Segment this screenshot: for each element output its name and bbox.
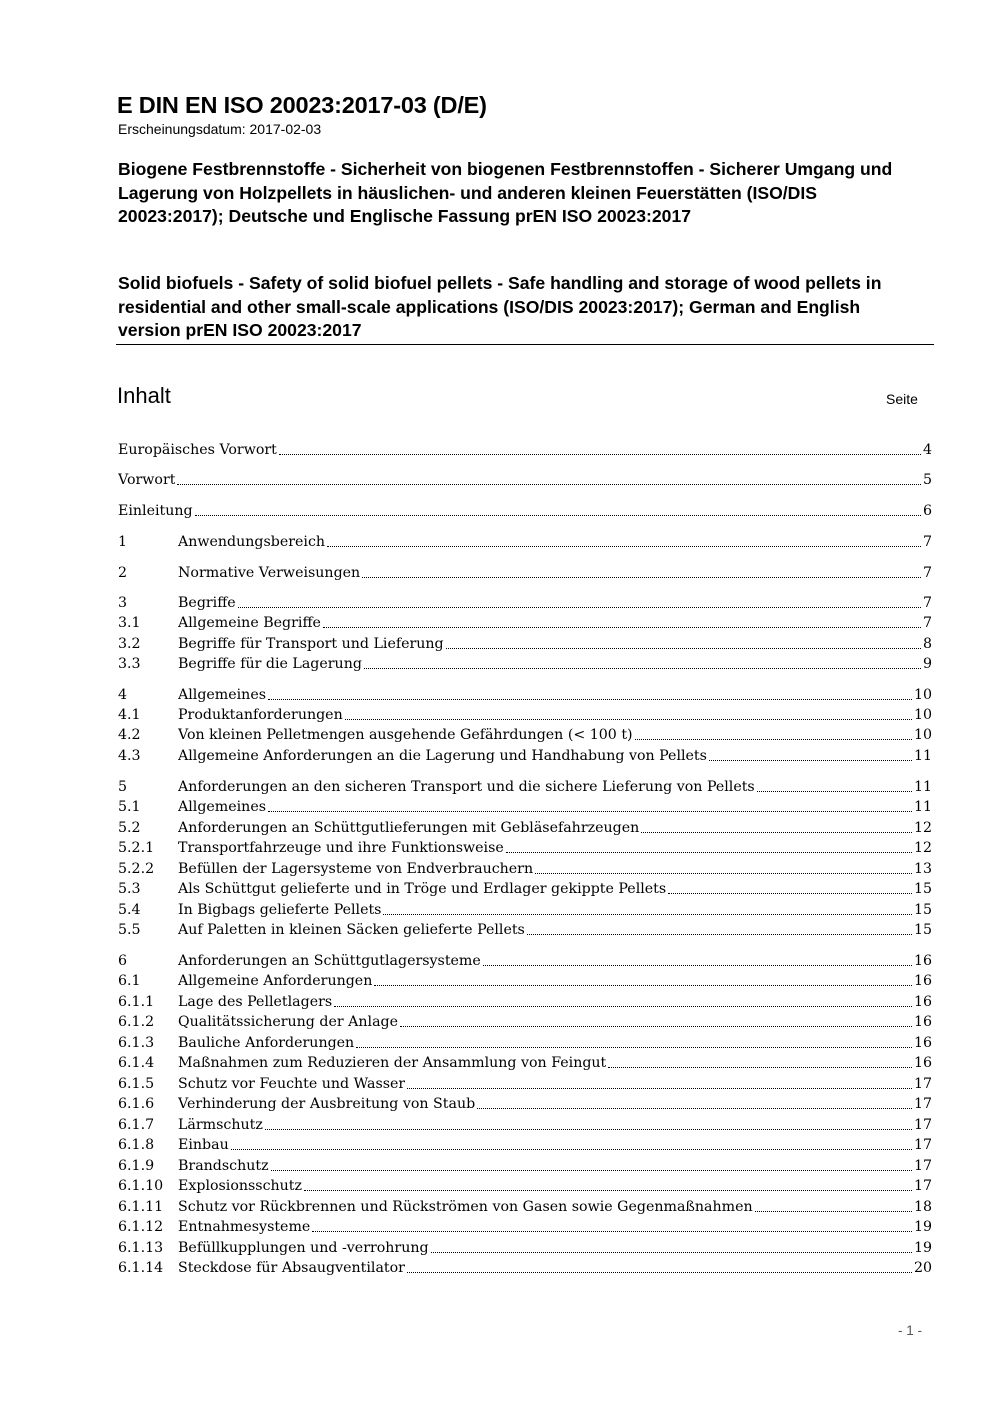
toc-entry-number: 4 bbox=[118, 687, 128, 703]
toc-entry-page: 20 bbox=[913, 1260, 932, 1276]
toc-entry-page: 17 bbox=[913, 1096, 932, 1112]
toc-entry[interactable] bbox=[118, 859, 932, 879]
publication-date: Erscheinungsdatum: 2017-02-03 bbox=[118, 121, 322, 137]
toc-entry-page: 10 bbox=[913, 727, 932, 743]
toc-entry-page: 19 bbox=[913, 1240, 932, 1256]
toc-entry-number: 6.1.10 bbox=[118, 1178, 164, 1194]
toc-entry-number: 5.1 bbox=[118, 799, 141, 815]
toc-dot-leader bbox=[709, 760, 912, 761]
toc-entry-page: 17 bbox=[913, 1137, 932, 1153]
toc-entry-page: 12 bbox=[913, 840, 932, 856]
toc-entry[interactable] bbox=[118, 920, 932, 940]
toc-heading: Inhalt bbox=[117, 383, 171, 408]
toc-entry-title: Anforderungen an den sicheren Transport und die sichere Lieferung von Pellets bbox=[178, 779, 755, 795]
toc-entry-title: Anwendungsbereich bbox=[178, 534, 326, 550]
toc-entry-page: 15 bbox=[913, 881, 932, 897]
toc-entry-page: 16 bbox=[913, 973, 932, 989]
toc-entry[interactable] bbox=[118, 951, 932, 971]
toc-entry-title: Entnahmesysteme bbox=[178, 1219, 311, 1235]
toc-entry-title: Steckdose für Absaugventilator bbox=[178, 1260, 405, 1276]
toc-entry[interactable] bbox=[118, 1176, 932, 1196]
toc-entry-title: Auf Paletten in kleinen Säcken gelieferte Pellets bbox=[178, 922, 525, 938]
toc-entry[interactable] bbox=[118, 746, 932, 766]
toc-dot-leader bbox=[400, 1026, 912, 1027]
toc-entry[interactable] bbox=[118, 1074, 932, 1094]
toc-dot-leader bbox=[527, 934, 912, 935]
toc-entry-page: 6 bbox=[922, 503, 932, 519]
toc-entry[interactable] bbox=[118, 879, 932, 899]
toc-entry-page: 16 bbox=[913, 1035, 932, 1051]
toc-entry-title: In Bigbags gelieferte Pellets bbox=[178, 902, 382, 918]
toc-entry-number: 5.2.1 bbox=[118, 840, 155, 856]
toc-entry-number: 5 bbox=[118, 779, 128, 795]
toc-dot-leader bbox=[345, 719, 912, 720]
toc-entry-page: 11 bbox=[913, 779, 932, 795]
toc-entry[interactable] bbox=[118, 501, 932, 521]
document-id: E DIN EN ISO 20023:2017-03 (D/E) bbox=[117, 92, 487, 118]
page-number: - 1 - bbox=[898, 1323, 923, 1338]
toc-entry[interactable] bbox=[118, 593, 932, 613]
toc-entry-number: 6.1.9 bbox=[118, 1158, 155, 1174]
toc-entry-title: Transportfahrzeuge und ihre Funktionsweise bbox=[178, 840, 504, 856]
toc-entry-page: 16 bbox=[913, 953, 932, 969]
toc-dot-leader bbox=[265, 1129, 912, 1130]
toc-entry-title: Produktanforderungen bbox=[178, 707, 343, 723]
toc-entry-page: 10 bbox=[913, 687, 932, 703]
toc-dot-leader bbox=[431, 1252, 912, 1253]
toc-entry-number: 5.4 bbox=[118, 902, 141, 918]
toc-dot-leader bbox=[268, 811, 912, 812]
toc-entry-page: 7 bbox=[922, 565, 932, 581]
toc-entry-page: 17 bbox=[913, 1117, 932, 1133]
toc-entry-title: Qualitätssicherung der Anlage bbox=[178, 1014, 399, 1030]
toc-entry[interactable] bbox=[118, 1094, 932, 1114]
toc-entry-number: 4.2 bbox=[118, 727, 141, 743]
toc-entry-title: Explosionsschutz bbox=[178, 1178, 302, 1194]
toc-entry-title: Lage des Pelletlagers bbox=[178, 994, 333, 1010]
toc-dot-leader bbox=[446, 648, 921, 649]
toc-entry-page: 8 bbox=[922, 636, 932, 652]
toc-entry-title: Schutz vor Feuchte und Wasser bbox=[178, 1076, 406, 1092]
toc-entry-number: 6.1.8 bbox=[118, 1137, 155, 1153]
toc-entry-number: 3 bbox=[118, 595, 128, 611]
toc-entry-number: 5.5 bbox=[118, 922, 141, 938]
toc-entry-title: Begriffe für die Lagerung bbox=[178, 656, 362, 672]
toc-dot-leader bbox=[312, 1231, 912, 1232]
toc-entry-page: 5 bbox=[922, 472, 932, 488]
toc-dot-leader bbox=[477, 1108, 912, 1109]
toc-entry[interactable] bbox=[118, 838, 932, 858]
toc-entry[interactable] bbox=[118, 1135, 932, 1155]
toc-entry[interactable] bbox=[118, 1033, 932, 1053]
toc-entry-title: Vorwort bbox=[118, 472, 176, 488]
toc-entry-title: Allgemeine Begriffe bbox=[178, 615, 321, 631]
toc-entry-page: 12 bbox=[913, 820, 932, 836]
toc-page-label: Seite bbox=[886, 391, 918, 407]
toc-entry-page: 17 bbox=[913, 1158, 932, 1174]
toc-entry[interactable] bbox=[118, 971, 932, 991]
toc-entry-title: Befüllkupplungen und -verrohrung bbox=[178, 1240, 429, 1256]
toc-dot-leader bbox=[304, 1190, 912, 1191]
toc-entry[interactable] bbox=[118, 1115, 932, 1135]
toc-entry-title: Lärmschutz bbox=[178, 1117, 263, 1133]
toc-entry-number: 6.1.7 bbox=[118, 1117, 155, 1133]
toc-dot-leader bbox=[279, 454, 921, 455]
toc-entry-page: 7 bbox=[922, 595, 932, 611]
toc-entry-title: Begriffe bbox=[178, 595, 236, 611]
toc-entry[interactable] bbox=[118, 1238, 932, 1258]
toc-entry-number: 6 bbox=[118, 953, 128, 969]
toc-entry[interactable] bbox=[118, 1197, 932, 1217]
toc-entry-title: Normative Verweisungen bbox=[178, 565, 361, 581]
toc-entry-title: Allgemeines bbox=[178, 687, 266, 703]
toc-entry-number: 6.1 bbox=[118, 973, 141, 989]
toc-dot-leader bbox=[483, 965, 912, 966]
toc-entry[interactable] bbox=[118, 777, 932, 797]
toc-entry-number: 1 bbox=[118, 534, 128, 550]
toc-entry-title: Allgemeine Anforderungen an die Lagerung und Handhabung von Pellets bbox=[178, 748, 707, 764]
toc-dot-leader bbox=[356, 1047, 912, 1048]
toc-dot-leader bbox=[668, 893, 912, 894]
toc-entry-page: 15 bbox=[913, 922, 932, 938]
toc-entry[interactable] bbox=[118, 563, 932, 583]
toc-entry-number: 6.1.12 bbox=[118, 1219, 164, 1235]
toc-entry-number: 6.1.4 bbox=[118, 1055, 155, 1071]
toc-entry-number: 6.1.5 bbox=[118, 1076, 155, 1092]
toc-entry-page: 9 bbox=[922, 656, 932, 672]
toc-entry[interactable] bbox=[118, 818, 932, 838]
toc-entry[interactable] bbox=[118, 992, 932, 1012]
toc-entry-title: Einleitung bbox=[118, 503, 193, 519]
toc-entry-number: 6.1.6 bbox=[118, 1096, 155, 1112]
toc-entry-page: 7 bbox=[922, 615, 932, 631]
toc-entry-number: 3.1 bbox=[118, 615, 141, 631]
toc-dot-leader bbox=[271, 1170, 912, 1171]
toc-entry[interactable] bbox=[118, 900, 932, 920]
toc-dot-leader bbox=[407, 1088, 912, 1089]
toc-dot-leader bbox=[535, 873, 912, 874]
toc-entry-title: Als Schüttgut gelieferte und in Tröge und Erdlager gekippte Pellets bbox=[178, 881, 667, 897]
toc-entry-page: 16 bbox=[913, 994, 932, 1010]
toc-dot-leader bbox=[407, 1272, 912, 1273]
toc-entry[interactable] bbox=[118, 1053, 932, 1073]
toc-entry[interactable] bbox=[118, 532, 932, 552]
toc-entry[interactable] bbox=[118, 634, 932, 654]
toc-entry-page: 11 bbox=[913, 799, 932, 815]
toc-dot-leader bbox=[177, 484, 921, 485]
toc-entry-number: 5.2.2 bbox=[118, 861, 155, 877]
toc-entry-number: 6.1.2 bbox=[118, 1014, 155, 1030]
toc-entry[interactable] bbox=[118, 725, 932, 745]
toc-entry[interactable] bbox=[118, 1156, 932, 1176]
toc-entry-page: 15 bbox=[913, 902, 932, 918]
toc-dot-leader bbox=[364, 668, 921, 669]
toc-entry-page: 17 bbox=[913, 1178, 932, 1194]
toc-entry-number: 4.1 bbox=[118, 707, 141, 723]
toc-entry-number: 6.1.3 bbox=[118, 1035, 155, 1051]
toc-dot-leader bbox=[323, 627, 921, 628]
toc-entry-title: Verhinderung der Ausbreitung von Staub bbox=[178, 1096, 476, 1112]
toc-entry-title: Allgemeine Anforderungen bbox=[178, 973, 373, 989]
toc-entry-title: Bauliche Anforderungen bbox=[178, 1035, 355, 1051]
toc-entry-title: Begriffe für Transport und Lieferung bbox=[178, 636, 444, 652]
toc-entry-page: 7 bbox=[922, 534, 932, 550]
toc-entry-page: 13 bbox=[913, 861, 932, 877]
toc-entry-title: Allgemeines bbox=[178, 799, 266, 815]
toc-dot-leader bbox=[362, 577, 921, 578]
toc-entry-title: Von kleinen Pelletmengen ausgehende Gefährdungen (< 100 t) bbox=[178, 727, 633, 743]
toc-entry[interactable] bbox=[118, 705, 932, 725]
toc-dot-leader bbox=[506, 852, 912, 853]
toc-entry[interactable] bbox=[118, 613, 932, 633]
title-divider bbox=[116, 344, 934, 345]
toc-dot-leader bbox=[374, 985, 912, 986]
toc-entry[interactable] bbox=[118, 440, 932, 460]
toc-entry-number: 4.3 bbox=[118, 748, 141, 764]
toc-entry-number: 5.2 bbox=[118, 820, 141, 836]
toc-dot-leader bbox=[635, 739, 912, 740]
toc-entry-title: Maßnahmen zum Reduzieren der Ansammlung von Feingut bbox=[178, 1055, 607, 1071]
toc-entry-title: Einbau bbox=[178, 1137, 229, 1153]
toc-dot-leader bbox=[757, 791, 912, 792]
toc-dot-leader bbox=[195, 515, 921, 516]
toc-entry-page: 18 bbox=[913, 1199, 932, 1215]
toc-entry-title: Anforderungen an Schüttgutlagersysteme bbox=[178, 953, 481, 969]
toc-entry-page: 4 bbox=[922, 442, 932, 458]
toc-dot-leader bbox=[755, 1211, 912, 1212]
toc-dot-leader bbox=[383, 914, 911, 915]
toc-entry-page: 16 bbox=[913, 1014, 932, 1030]
toc-entry-number: 6.1.1 bbox=[118, 994, 155, 1010]
toc-entry-page: 16 bbox=[913, 1055, 932, 1071]
toc-entry-title: Anforderungen an Schüttgutlieferungen mit Gebläsefahrzeugen bbox=[178, 820, 640, 836]
toc-entry[interactable] bbox=[118, 1012, 932, 1032]
toc-dot-leader bbox=[641, 832, 912, 833]
toc-dot-leader bbox=[268, 699, 912, 700]
toc-entry-number: 5.3 bbox=[118, 881, 141, 897]
toc-entry-title: Brandschutz bbox=[178, 1158, 269, 1174]
toc-entry-title: Befüllen der Lagersysteme von Endverbrauchern bbox=[178, 861, 534, 877]
toc-entry-number: 6.1.14 bbox=[118, 1260, 164, 1276]
toc-entry-page: 10 bbox=[913, 707, 932, 723]
toc-entry[interactable] bbox=[118, 685, 932, 705]
toc-dot-leader bbox=[327, 546, 921, 547]
toc-entry-page: 19 bbox=[913, 1219, 932, 1235]
toc-dot-leader bbox=[231, 1149, 912, 1150]
toc-entry[interactable] bbox=[118, 1258, 932, 1278]
toc-entry-number: 3.3 bbox=[118, 656, 141, 672]
toc-entry[interactable] bbox=[118, 1217, 932, 1237]
toc-dot-leader bbox=[608, 1067, 912, 1068]
toc-entry-page: 11 bbox=[913, 748, 932, 764]
toc-entry[interactable] bbox=[118, 797, 932, 817]
toc-entry-title: Europäisches Vorwort bbox=[118, 442, 277, 458]
title-english: Solid biofuels - Safety of solid biofuel pellets - Safe handling and storage of wood pellets in residential and other small-scale applications (ISO/DIS 20023:2017); German and English version prEN ISO 20023:2017 bbox=[118, 273, 882, 340]
toc-entry-number: 6.1.11 bbox=[118, 1199, 164, 1215]
toc-entry-number: 6.1.13 bbox=[118, 1240, 164, 1256]
toc-entry-title: Schutz vor Rückbrennen und Rückströmen von Gasen sowie Gegenmaßnahmen bbox=[178, 1199, 753, 1215]
toc-entry-page: 17 bbox=[913, 1076, 932, 1092]
toc-dot-leader bbox=[238, 607, 921, 608]
toc-entry[interactable] bbox=[118, 654, 932, 674]
toc-entry[interactable] bbox=[118, 470, 932, 490]
toc-entry-number: 3.2 bbox=[118, 636, 141, 652]
toc-dot-leader bbox=[334, 1006, 912, 1007]
title-german: Biogene Festbrennstoffe - Sicherheit von biogenen Festbrennstoffen - Sicherer Umgang und Lagerung von Holzpellets in häuslichen- und anderen kleinen Feuerstätten (ISO/DIS 20023:2017); Deutsche und Englische Fassung prEN ISO 20023:2017 bbox=[118, 159, 893, 226]
toc-entry-number: 2 bbox=[118, 565, 128, 581]
